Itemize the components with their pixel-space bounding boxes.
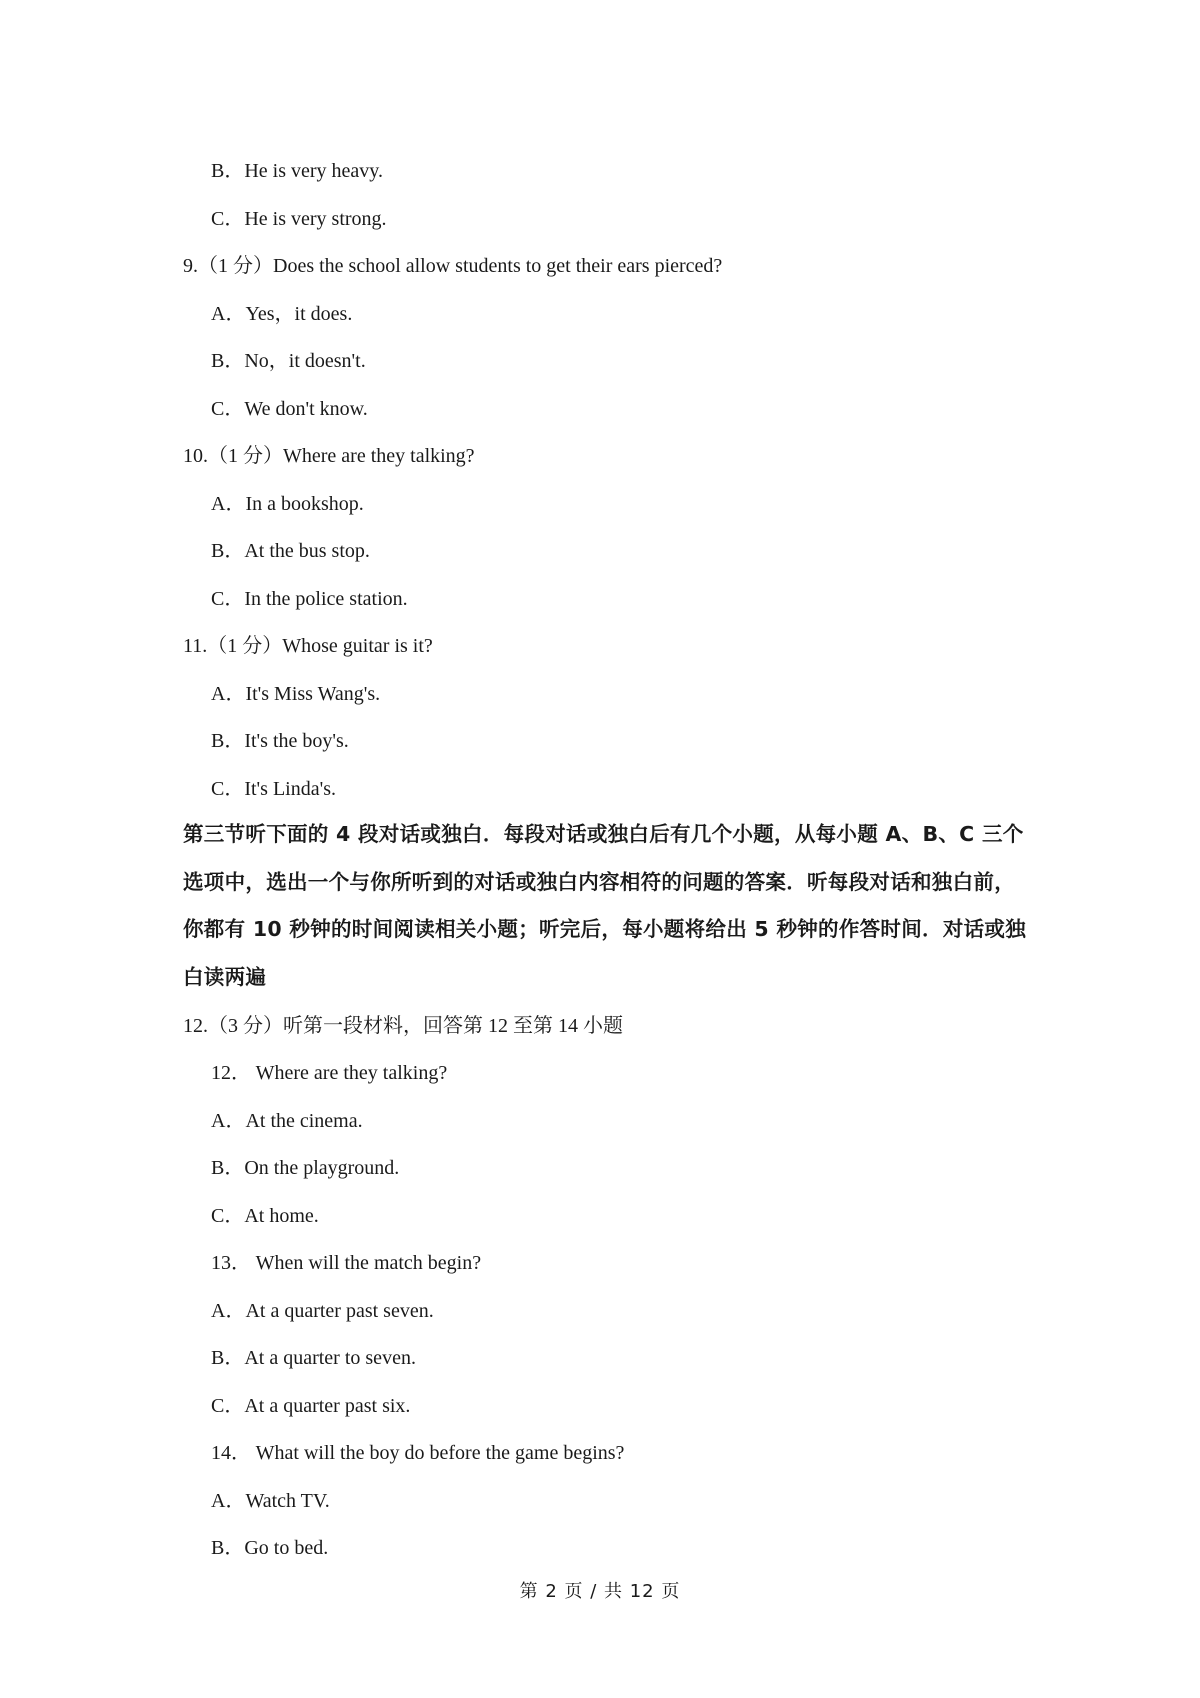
q14-option-b: B．Go to bed. bbox=[211, 1537, 329, 1559]
q12-option-b: B．On the playground. bbox=[211, 1157, 400, 1179]
sub-question-14: 14． What will the boy do before the game begins? bbox=[211, 1442, 625, 1464]
sub-question-12: 12． Where are they talking? bbox=[211, 1062, 448, 1084]
sub-question-13: 13． When will the match begin? bbox=[211, 1252, 482, 1274]
question-10: 10.（1 分）Where are they talking? bbox=[183, 445, 475, 467]
q13-option-b: B．At a quarter to seven. bbox=[211, 1347, 416, 1369]
q11-option-b: B．It's the boy's. bbox=[211, 730, 349, 752]
section-3-line-4: 白读两遍 bbox=[183, 964, 267, 989]
q10-option-c: C．In the police station. bbox=[211, 588, 408, 610]
q8-option-c: C．He is very strong. bbox=[211, 208, 387, 230]
section-3-instructions bbox=[183, 811, 1027, 1001]
q11-option-c: C．It's Linda's. bbox=[211, 778, 336, 800]
q9-option-c: C．We don't know. bbox=[211, 398, 368, 420]
question-11: 11.（1 分）Whose guitar is it? bbox=[183, 635, 433, 657]
q9-option-b: B．No，it doesn't. bbox=[211, 350, 366, 372]
q12-option-c: C．At home. bbox=[211, 1205, 319, 1227]
page-footer: 第 2 页 / 共 12 页 bbox=[519, 1581, 681, 1602]
q13-option-c: C．At a quarter past six. bbox=[211, 1395, 411, 1417]
q8-option-b: B．He is very heavy. bbox=[211, 160, 383, 182]
question-9: 9.（1 分）Does the school allow students to get their ears pierced? bbox=[183, 255, 723, 277]
q13-option-a: A．At a quarter past seven. bbox=[211, 1300, 434, 1322]
section-3-line-2: 选项中，选出一个与你所听到的对话或独白内容相符的问题的答案．听每段对话和独白前， bbox=[183, 869, 1015, 894]
section-3-line-1: 第三节听下面的 4 段对话或独白．每段对话或独白后有几个小题，从每小题 A、B、C 三个 bbox=[183, 822, 1024, 846]
q11-option-a: A．It's Miss Wang's. bbox=[211, 683, 381, 705]
q10-option-a: A．In a bookshop. bbox=[211, 493, 364, 515]
q9-option-a: A．Yes，it does. bbox=[211, 303, 353, 325]
q14-option-a: A．Watch TV. bbox=[211, 1490, 330, 1512]
q10-option-b: B．At the bus stop. bbox=[211, 540, 370, 562]
question-12-group: 12.（3 分）听第一段材料，回答第 12 至第 14 小题 bbox=[183, 1015, 623, 1037]
q12-option-a: A．At the cinema. bbox=[211, 1110, 363, 1132]
section-3-line-3: 你都有 10 秒钟的时间阅读相关小题；听完后，每小题将给出 5 秒钟的作答时间．对话或独 bbox=[183, 917, 1027, 941]
